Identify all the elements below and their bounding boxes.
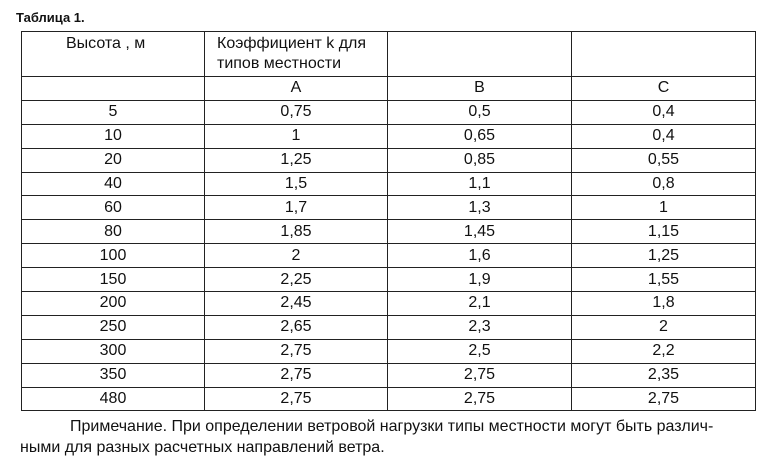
cell-type-c: 0,8: [572, 172, 756, 196]
cell-type-c: 2,75: [572, 387, 756, 411]
cell-type-a: 1,5: [205, 172, 388, 196]
cell-type-b: 2,75: [388, 387, 572, 411]
cell-height: 480: [22, 387, 205, 411]
cell-type-b: 1,3: [388, 196, 572, 220]
cell-type-a: 1: [205, 124, 388, 148]
cell-type-c: 1,8: [572, 292, 756, 316]
cell-type-a: 2,25: [205, 268, 388, 292]
cell-type-a: 2: [205, 244, 388, 268]
table-row: [22, 387, 756, 411]
header-coefficient: [205, 32, 388, 77]
cell-type-b: 2,5: [388, 339, 572, 363]
cell-height: 80: [22, 220, 205, 244]
cell-height: 300: [22, 339, 205, 363]
cell-type-a: 2,75: [205, 387, 388, 411]
type-empty-cell: [22, 77, 205, 101]
cell-type-a: 1,7: [205, 196, 388, 220]
cell-type-a: 2,45: [205, 292, 388, 316]
table-row: [22, 268, 756, 292]
header-height: Высота , м: [22, 32, 205, 77]
table-row: [22, 100, 756, 124]
cell-height: 100: [22, 244, 205, 268]
table-row: [22, 292, 756, 316]
table-body: [22, 32, 756, 411]
type-row: [22, 77, 756, 101]
cell-type-c: 0,4: [572, 124, 756, 148]
cell-height: 40: [22, 172, 205, 196]
cell-type-c: 1,55: [572, 268, 756, 292]
cell-type-b: 1,1: [388, 172, 572, 196]
cell-height: 200: [22, 292, 205, 316]
cell-height: 150: [22, 268, 205, 292]
cell-type-b: 1,6: [388, 244, 572, 268]
header-empty-cell: [388, 32, 572, 77]
cell-type-b: 0,65: [388, 124, 572, 148]
cell-type-b: 0,5: [388, 100, 572, 124]
table-row: [22, 220, 756, 244]
cell-type-b: 0,85: [388, 148, 572, 172]
wind-coefficient-table: [21, 31, 756, 411]
cell-type-b: 2,75: [388, 363, 572, 387]
type-b-header: B: [388, 77, 572, 101]
cell-height: 20: [22, 148, 205, 172]
cell-type-a: 2,75: [205, 363, 388, 387]
cell-type-c: 0,4: [572, 100, 756, 124]
cell-type-b: 1,9: [388, 268, 572, 292]
cell-type-a: 2,75: [205, 339, 388, 363]
note-line-2: ными для разных расчетных направлений ветра.: [20, 439, 385, 456]
cell-type-b: 1,45: [388, 220, 572, 244]
cell-height: 350: [22, 363, 205, 387]
cell-type-a: 0,75: [205, 100, 388, 124]
cell-type-c: 2: [572, 315, 756, 339]
cell-height: 10: [22, 124, 205, 148]
cell-type-b: 2,1: [388, 292, 572, 316]
cell-type-c: 1,25: [572, 244, 756, 268]
table-caption: Таблица 1.: [16, 10, 85, 25]
note: [20, 416, 760, 458]
table-row: [22, 196, 756, 220]
table-row: [22, 315, 756, 339]
cell-type-c: 0,55: [572, 148, 756, 172]
table-row: [22, 339, 756, 363]
table-row: [22, 172, 756, 196]
cell-height: 250: [22, 315, 205, 339]
type-a-header: A: [205, 77, 388, 101]
cell-type-a: 2,65: [205, 315, 388, 339]
cell-type-c: 2,2: [572, 339, 756, 363]
type-c-header: C: [572, 77, 756, 101]
cell-height: 5: [22, 100, 205, 124]
cell-type-c: 1,15: [572, 220, 756, 244]
cell-type-b: 2,3: [388, 315, 572, 339]
header-coefficient-line2: типов местности: [217, 55, 341, 72]
table-row: [22, 148, 756, 172]
cell-type-c: 2,35: [572, 363, 756, 387]
table-row: [22, 124, 756, 148]
table-row: [22, 244, 756, 268]
cell-type-a: 1,85: [205, 220, 388, 244]
cell-type-a: 1,25: [205, 148, 388, 172]
cell-height: 60: [22, 196, 205, 220]
header-coefficient-line1: Коэффициент k для: [217, 35, 367, 52]
header-empty-cell: [572, 32, 756, 77]
note-line-1: Примечание. При определении ветровой нагрузки типы местности могут быть различ-: [70, 418, 714, 435]
header-row: [22, 32, 756, 77]
cell-type-c: 1: [572, 196, 756, 220]
table-row: [22, 363, 756, 387]
